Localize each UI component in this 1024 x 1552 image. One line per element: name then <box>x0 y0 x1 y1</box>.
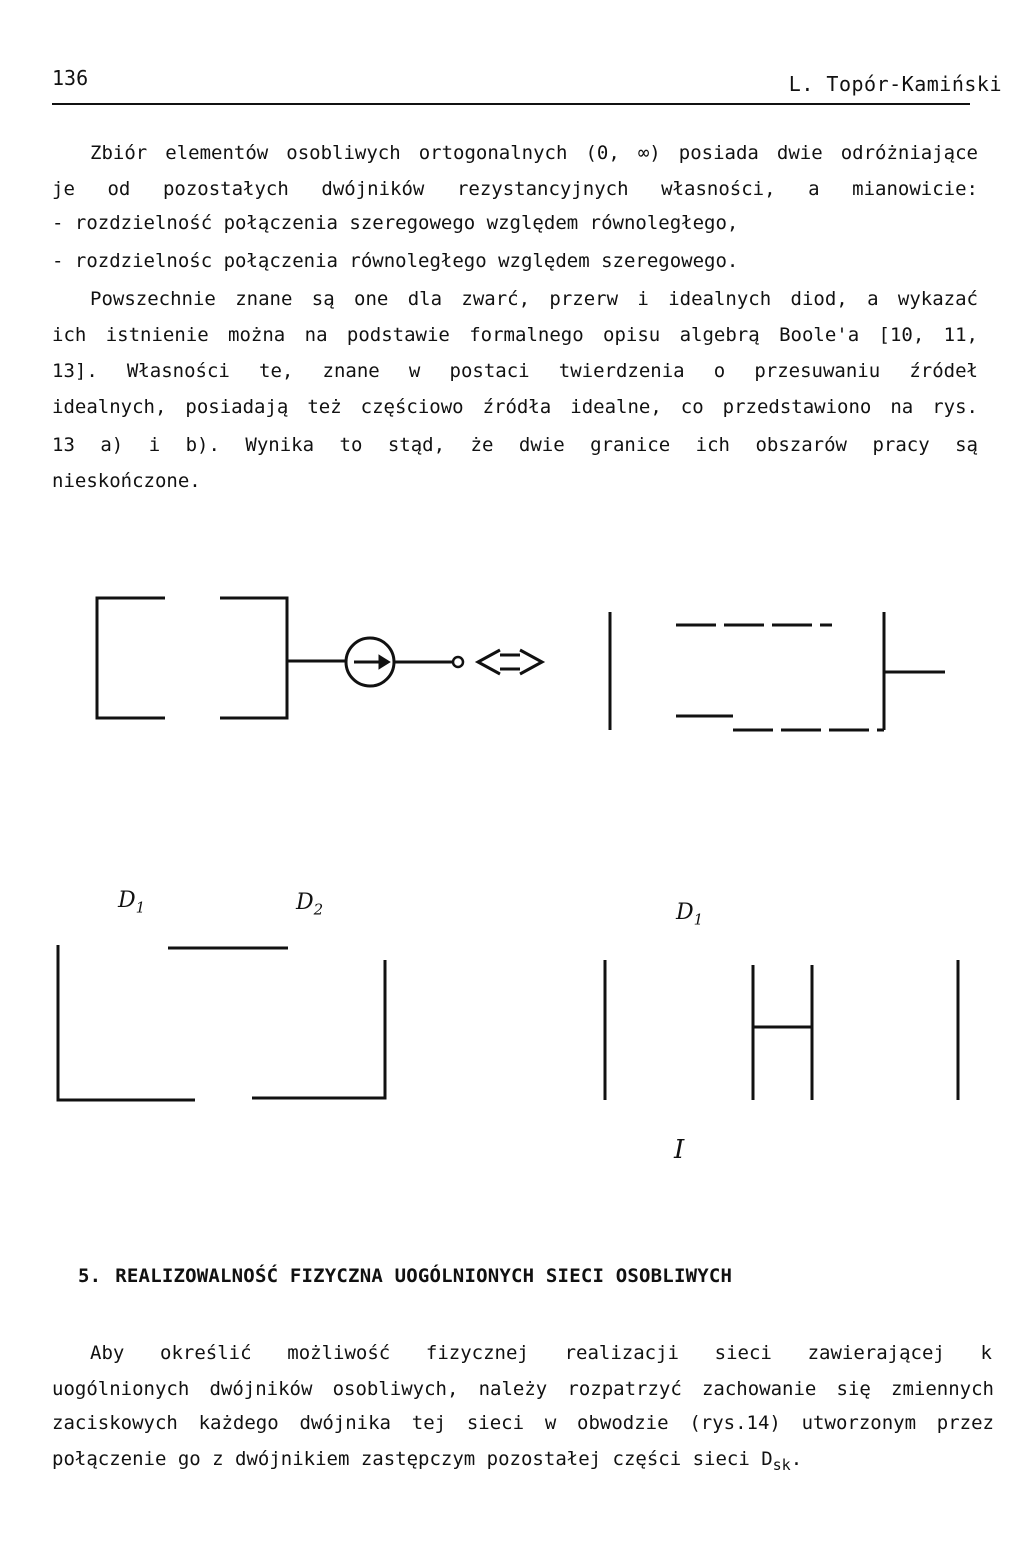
section-number: 5. <box>78 1265 102 1287</box>
source-arrow-head <box>380 657 388 667</box>
figure-13b-left-characteristic <box>58 945 385 1100</box>
text-line: ich istnienie można na podstawie formalnego opisu algebrą Boole'a [10, 11, <box>52 324 978 346</box>
left-bracket <box>97 598 165 718</box>
text-line: - rozdzielność połączenia szeregowego względem równoległego, <box>52 212 739 234</box>
text-line: Powszechnie znane są one dla zwarć, przerw i idealnych diod, a wykazać <box>90 288 978 310</box>
text-line: zaciskowych każdego dwójnika tej sieci w obwodzie (rys.14) utworzonym przez <box>52 1412 994 1434</box>
label-d2: $D_2$ <box>296 890 324 919</box>
text-line: 13 a) i b). Wynika to stąd, że dwie granice ich obszarów pracy są <box>52 434 978 456</box>
running-head-author: L. Topór-Kamiński <box>788 72 1002 96</box>
equivalence-arrow-icon <box>478 650 542 674</box>
terminal-node <box>453 657 463 667</box>
left-axis <box>58 945 195 1100</box>
figure-13b-right-characteristic <box>605 960 958 1100</box>
text-line: - rozdzielnośc połączenia równoległego względem szeregowego. <box>52 250 739 272</box>
bottom-segment <box>252 960 385 1098</box>
label-current-i: I <box>674 1135 685 1165</box>
text-line: połączenie go z dwójnikiem zastępczym pozostałej części sieci $D_{sk}$. <box>52 1448 803 1474</box>
text-line: je od pozostałych dwójników rezystancyjnych własności, a mianowicie: <box>52 178 978 200</box>
figure-13a-left-circuit <box>97 598 463 718</box>
figure-13a-right-circuit <box>610 612 945 730</box>
section-heading <box>78 1265 732 1287</box>
right-bracket <box>220 598 287 718</box>
text-line: 13]. Własności te, znane w postaci twierdzenia o przesuwaniu źródeł <box>52 360 978 382</box>
text-line: Aby określić możliwość fizycznej realizacji sieci zawierającej k <box>90 1342 992 1364</box>
text-line: idealnych, posiadają też częściowo źródła idealne, co przedstawiono na rys. <box>52 396 978 418</box>
section-title: REALIZOWALNOŚĆ FIZYCZNA UOGÓLNIONYCH SIECI OSOBLIWYCH <box>115 1265 733 1287</box>
label-d1-left: $D_1$ <box>118 888 146 917</box>
label-d1-right: $D_1$ <box>676 900 704 929</box>
text-line: Zbiór elementów osobliwych ortogonalnych (0, ∞) posiada dwie odróżniające <box>90 142 978 164</box>
text-line: nieskończone. <box>52 470 201 492</box>
page-number: 136 <box>52 66 89 90</box>
text-line: uogólnionych dwójników osobliwych, należy rozpatrzyć zachowanie się zmiennych <box>52 1378 994 1400</box>
